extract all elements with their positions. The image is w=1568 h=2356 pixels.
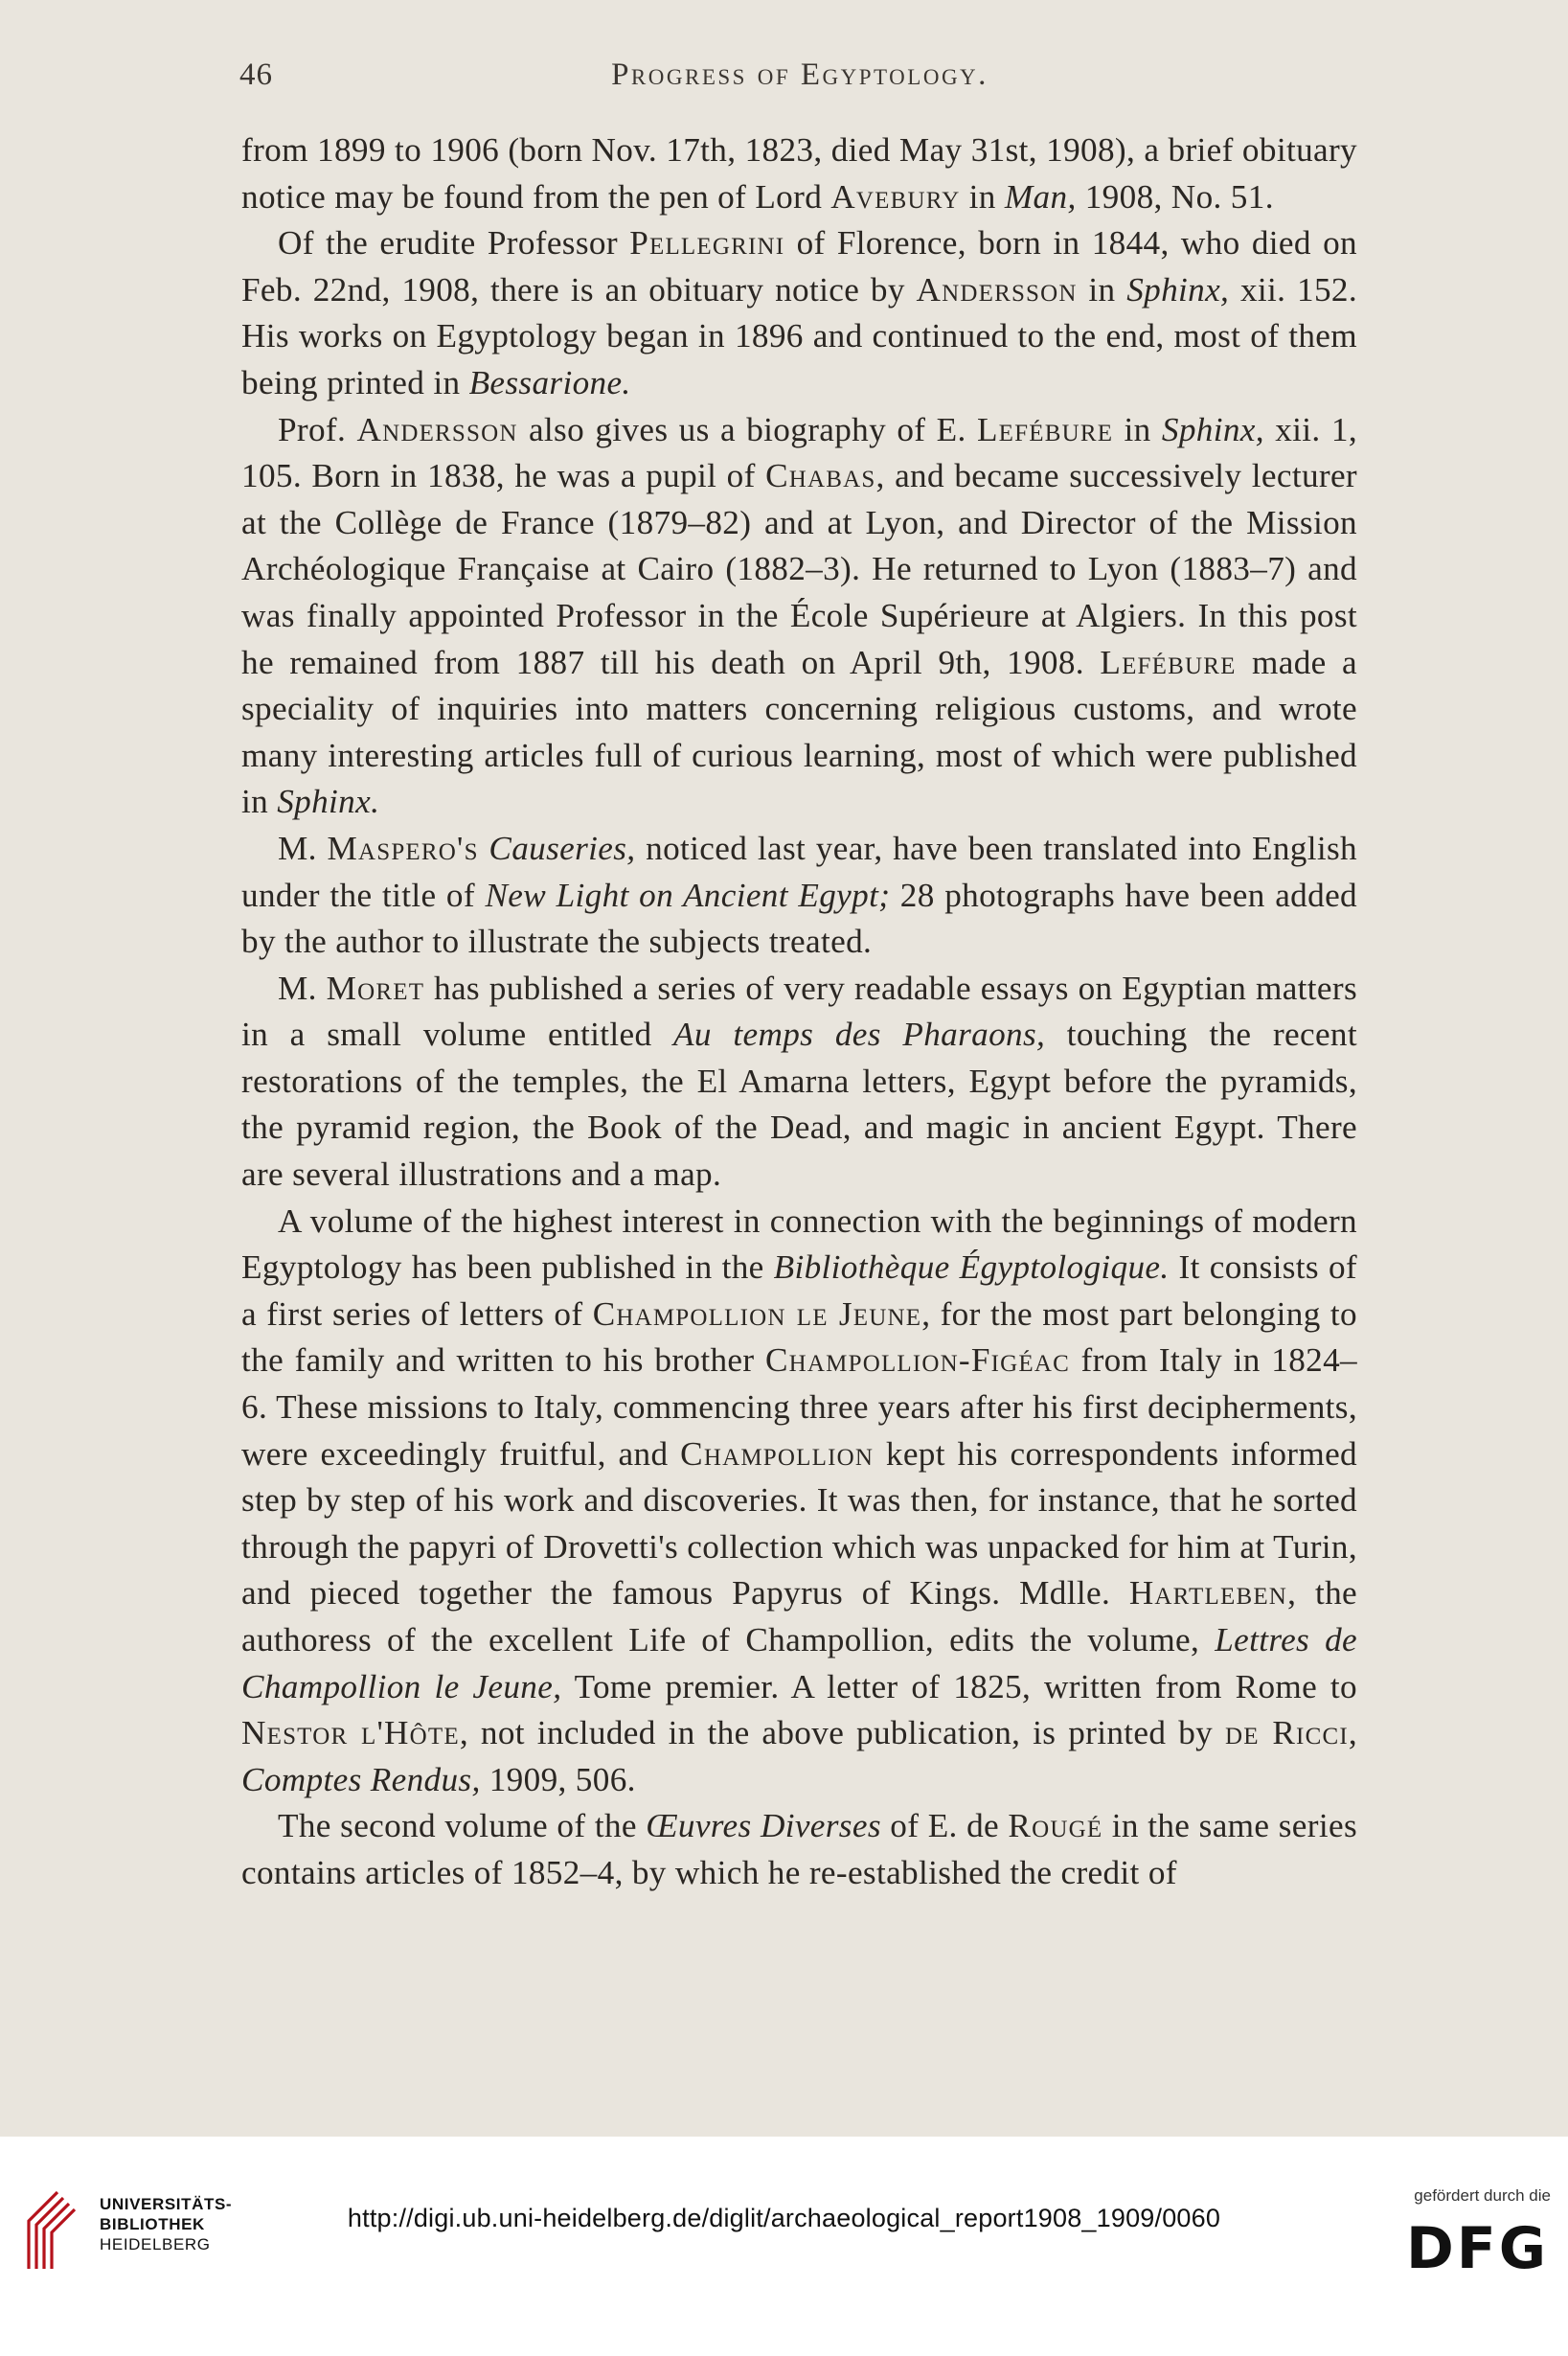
text-run: , the authoress of the excellent Life of Champollion, edits the volume, bbox=[241, 1574, 1357, 1658]
library-name-line: HEIDELBERG bbox=[100, 2235, 211, 2253]
italic-title: Bibliothèque Égyptologique. bbox=[773, 1248, 1170, 1287]
small-caps-name: Moret bbox=[326, 969, 425, 1007]
text-run: kept his correspondents informed step by step of his work and discoveries. It was then, for instance, that he sorted through the papyri of Drovetti's collection which was unpacked for him at Turin, and pieced together the famous Papyrus of Kings. Mdlle. bbox=[241, 1434, 1357, 1613]
text-run: in the same series contains articles of 1852–4, by which he re-established the credit of bbox=[241, 1807, 1357, 1891]
text-run: 1908, No. 51. bbox=[1076, 177, 1274, 216]
text-run: touching the recent restorations of the temples, the El Amarna letters, Egypt before the pyramids, the pyramid region, the Book of the Dead, and magic in ancient Egypt. There are several illustrations and a map. bbox=[241, 1016, 1358, 1194]
text-run: made a speciality of inquiries into matters concerning religious customs, and wrote many interesting articles full of curious learning, most of which were published in bbox=[241, 643, 1357, 821]
text-run: , bbox=[1348, 1714, 1357, 1752]
italic-title: Bessarione. bbox=[468, 363, 631, 401]
text-run: 1909, 506. bbox=[480, 1760, 636, 1798]
italic-title: Causeries, bbox=[489, 829, 636, 867]
text-run: A volume of the highest interest in connection with the beginnings of modern Egyptology has been published in the bbox=[241, 1201, 1357, 1287]
small-caps-name: Lefébure bbox=[1100, 643, 1237, 681]
italic-title: Sphinx. bbox=[277, 783, 380, 821]
text-run: It consists of a first series of letters of bbox=[241, 1248, 1357, 1333]
small-caps-name: Nestor l'Hôte bbox=[241, 1714, 460, 1752]
page-number: 46 bbox=[239, 57, 273, 92]
text-run: Prof. bbox=[278, 410, 357, 448]
text-run: Of the erudite Professor bbox=[278, 224, 630, 263]
small-caps-name: Andersson bbox=[356, 410, 518, 448]
text-run: has published a series of very readable essays on Egyptian matters in a small volume entitled bbox=[241, 969, 1357, 1054]
text-run: , and became successively lecturer at the Collège de France (1879–82) and at Lyon, and Director of the Mission Archéologique Française at Cairo (1882–3). He returned to Lyon (1883–7) and was finally appointed Professor in the École Supérieure at Algiers. In this post he remained from 1887 till his death on April 9th, 1908. bbox=[241, 457, 1357, 681]
small-caps-name: de Ricci bbox=[1224, 1714, 1349, 1752]
text-run: from Italy in 1824–6. These missions to Italy, commencing three years after his first decipherments, were exceedingly fruitful, and bbox=[241, 1341, 1357, 1473]
body-paragraph bbox=[241, 826, 1357, 966]
body-paragraph bbox=[241, 407, 1357, 826]
text-run: Tome premier. A letter of 1825, written from Rome to bbox=[561, 1667, 1357, 1705]
small-caps-name: Chabas bbox=[765, 457, 876, 495]
text-run: in bbox=[1113, 410, 1162, 448]
small-caps-name: Hartleben bbox=[1128, 1574, 1288, 1613]
italic-title: Sphinx, bbox=[1161, 410, 1264, 448]
body-paragraph bbox=[241, 966, 1357, 1199]
running-head bbox=[239, 50, 1360, 98]
small-caps-name: Pellegrini bbox=[629, 224, 785, 263]
library-name-line: UNIVERSITÄTS- bbox=[100, 2195, 233, 2213]
body-paragraph bbox=[241, 1199, 1357, 1804]
text-run: The second volume of the bbox=[278, 1807, 647, 1845]
italic-title: Lettres de Champollion le Jeune, bbox=[241, 1621, 1358, 1705]
small-caps-name: Maspero's bbox=[327, 829, 479, 867]
body-paragraph bbox=[241, 1803, 1357, 1896]
italic-title: Œuvres Diverses bbox=[646, 1807, 881, 1845]
text-run: M. bbox=[278, 969, 327, 1007]
small-caps-name: Champollion le Jeune bbox=[592, 1294, 922, 1333]
body-paragraph bbox=[241, 127, 1357, 220]
small-caps-name: Champollion bbox=[680, 1434, 875, 1473]
italic-title: Sphinx, bbox=[1126, 270, 1230, 309]
small-caps-name: Champollion-Figéac bbox=[764, 1341, 1070, 1380]
text-run bbox=[479, 830, 489, 867]
small-caps-name: Andersson bbox=[916, 270, 1078, 309]
text-run: , not included in the above publication, is printed by bbox=[459, 1714, 1225, 1752]
text-run: xii. 1, 105. Born in 1838, he was a pupil of bbox=[241, 410, 1357, 495]
text-run: , for the most part belonging to the family and written to his brother bbox=[241, 1294, 1357, 1380]
permalink-url[interactable]: http://digi.ub.uni-heidelberg.de/diglit/archaeological_report1908_1909/0060 bbox=[347, 2204, 1221, 2232]
body-text bbox=[241, 127, 1357, 1897]
italic-title: Comptes Rendus, bbox=[241, 1760, 481, 1798]
text-run: in bbox=[1077, 270, 1127, 309]
text-run: of E. de bbox=[880, 1807, 1009, 1845]
text-run: from 1899 to 1906 (born Nov. 17th, 1823, died May 31st, 1908), a brief obituary notice may be found from the pen of Lord bbox=[241, 131, 1357, 216]
digitization-footer bbox=[0, 2137, 1568, 2356]
text-run: M. bbox=[278, 829, 328, 867]
running-title: Progress of Egyptology. bbox=[611, 57, 989, 92]
italic-title: Man, bbox=[1004, 177, 1077, 216]
small-caps-name: Avebury bbox=[830, 177, 961, 216]
italic-title: Au temps des Pharaons, bbox=[673, 1016, 1046, 1054]
text-run: noticed last year, have been translated into English under the title of bbox=[241, 829, 1357, 914]
text-run: also gives us a biography of E. bbox=[517, 410, 977, 448]
text-run: 28 photographs have been added by the author to illustrate the subjects treated. bbox=[241, 876, 1357, 961]
small-caps-name: Rougé bbox=[1008, 1807, 1103, 1845]
text-run: xii. 152. His works on Egyptology began in 1896 and continued to the end, most of them being printed in bbox=[241, 270, 1357, 401]
text-run: of Florence, born in 1844, who died on Feb. 22nd, 1908, there is an obituary notice by bbox=[241, 224, 1357, 309]
body-paragraph bbox=[241, 220, 1357, 406]
funding-note: gefördert durch die bbox=[1414, 2186, 1551, 2205]
dfg-logo: DFG bbox=[1405, 2215, 1549, 2282]
italic-title: New Light on Ancient Egypt; bbox=[485, 876, 891, 914]
library-name-line: BIBLIOTHEK bbox=[100, 2215, 205, 2233]
text-run: in bbox=[960, 177, 1005, 216]
small-caps-name: Lefébure bbox=[976, 410, 1114, 448]
